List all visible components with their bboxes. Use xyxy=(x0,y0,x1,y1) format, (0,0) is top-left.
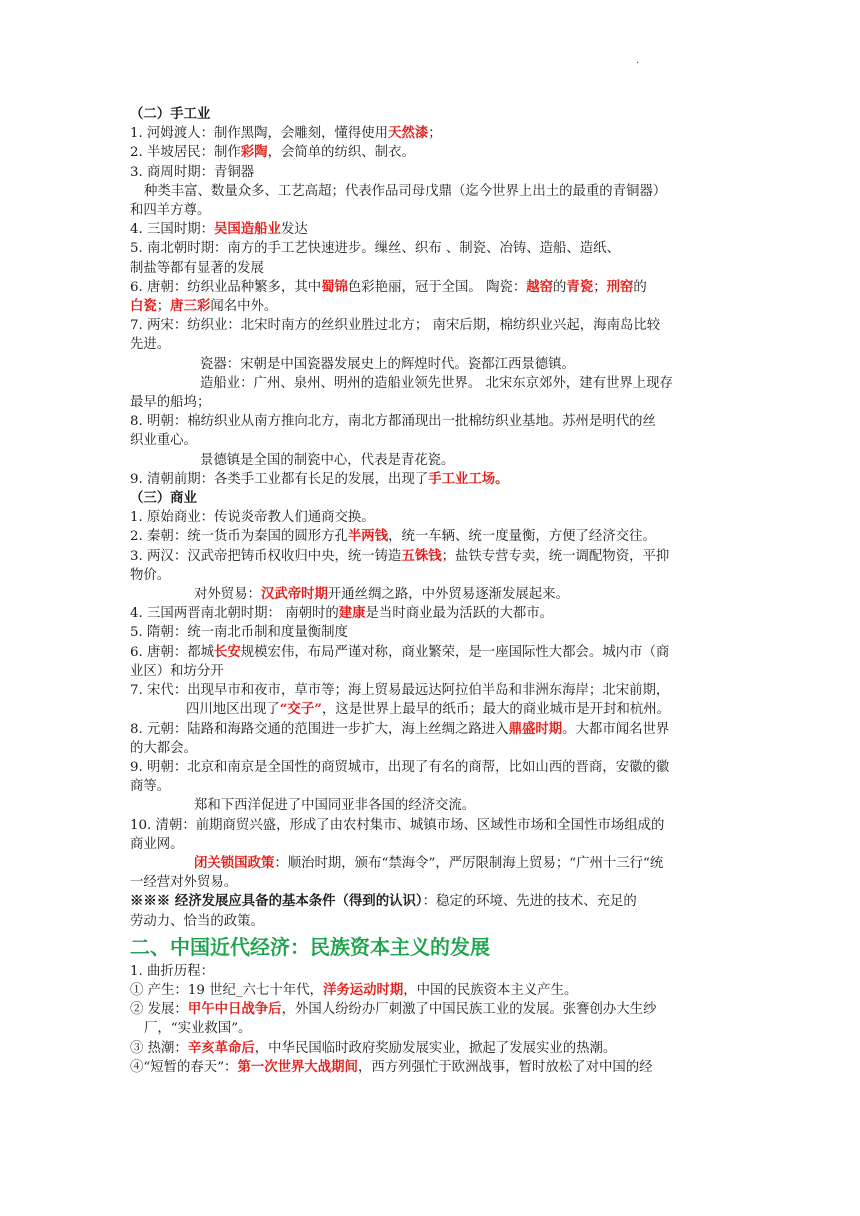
text-line: 商等。 xyxy=(130,779,171,795)
text-run: 8. 元朝：陆路和海路交通的范围进一步扩大，海上丝绸之路进入 xyxy=(130,721,509,737)
text-line xyxy=(130,1039,730,1058)
text-line: 7. 两宋：纺织业：北宋时南方的丝织业胜过北方； 南宋后期，棉纺织业兴起，海南岛比较 xyxy=(130,318,661,334)
text-line xyxy=(130,278,730,297)
text-line xyxy=(130,124,730,143)
text-run: 3. 两汉：汉武帝把铸币权收归中央，统一铸造 xyxy=(130,548,402,564)
highlight-term: 辛亥革命后 xyxy=(187,1039,255,1056)
text-line: 5. 南北朝时期：南方的手工艺快速进步。缫丝、织布 、制瓷、冶铸、造船、造纸、 xyxy=(130,241,620,257)
text-run: ，外国人纷纷办厂刺激了中国民族工业的发展。张謇创办大生纱 xyxy=(281,1002,657,1018)
text-run: ③ 热潮： xyxy=(130,1040,188,1056)
text-line: 造船业：广州、泉州、明州的造船业领先世界。 北宋东京郊外，建有世界上现存 xyxy=(200,375,673,391)
text-line xyxy=(130,720,730,739)
text-line: 劳动力、恰当的政策。 xyxy=(130,913,264,929)
text-line xyxy=(130,297,730,316)
text-run: 4. 三国时期： xyxy=(130,222,214,238)
bold-run: ※※※ 经济发展应具备的基本条件（得到的认识） xyxy=(130,893,423,910)
text-run: ④“短暂的春天”： xyxy=(130,1059,238,1075)
text-line xyxy=(130,470,730,489)
text-line: 3. 商周时期：青铜器 xyxy=(130,164,255,180)
highlight-term: 五铢钱 xyxy=(401,547,442,564)
text-line: 织业重心。 xyxy=(130,433,197,449)
text-run: 开通丝绸之路，中外贸易逐渐发展起来。 xyxy=(327,587,569,603)
highlight-term: 越窑 xyxy=(526,278,554,295)
subsection-heading: （三）商业 xyxy=(130,490,197,507)
text-run: 6. 唐朝：都城 xyxy=(130,644,214,660)
text-run: ； xyxy=(593,279,607,295)
highlight-term: 半两钱 xyxy=(347,528,389,545)
highlight-term: 彩陶 xyxy=(240,144,268,161)
highlight-term: 蜀锦 xyxy=(321,278,348,295)
text-line xyxy=(130,604,730,623)
text-line: 和四羊方尊。 xyxy=(130,203,211,219)
text-run: ，中国的民族资本主义产生。 xyxy=(403,982,578,998)
text-run: 对外贸易： xyxy=(194,587,261,603)
highlight-term: 闭关锁国政策 xyxy=(194,854,275,871)
text-line xyxy=(130,643,730,662)
text-line xyxy=(130,527,730,546)
text-line: 先进。 xyxy=(130,337,171,353)
text-line: 瓷器：宋朝是中国瓷器发展史上的辉煌时代。瓷都江西景德镇。 xyxy=(200,356,575,372)
text-run: ；盐铁专营专卖，统一调配物资，平抑 xyxy=(441,548,670,564)
text-line: 业区）和坊分开 xyxy=(130,663,224,679)
text-run: 。大都市闻名世界 xyxy=(562,721,670,737)
text-line: 5. 隋朝：统一南北币制和度量衡制度 xyxy=(130,625,348,641)
text-line: 最早的船坞； xyxy=(130,395,211,411)
text-line xyxy=(130,981,730,1000)
document-body xyxy=(130,105,730,1077)
highlight-term: 建康 xyxy=(338,605,366,622)
text-run: 2. 秦朝：统一货币为秦国的圆形方孔 xyxy=(130,529,348,545)
text-run: 规模宏伟，布局严谨对称，商业繁荣，是一座国际性大都会。城内市（商 xyxy=(240,644,670,660)
text-line xyxy=(130,1058,730,1077)
text-run: ② 发展： xyxy=(130,1002,188,1018)
text-run: 的 xyxy=(553,279,567,295)
text-line xyxy=(130,854,730,873)
subsection-heading: （二）手工业 xyxy=(130,106,211,122)
text-run: ：稳定的环境、先进的技术、充足的 xyxy=(422,894,637,910)
text-line xyxy=(130,220,730,239)
text-run: 6. 唐朝：纺织业品种繁多，其中 xyxy=(130,279,322,295)
text-run: ，这是世界上最早的纸币；最大的商业城市是开封和杭州。 xyxy=(321,702,671,718)
highlight-term: 长安 xyxy=(214,643,241,660)
text-run: 1. 河姆渡人：制作黑陶，会雕刻，懂得使用 xyxy=(130,126,389,142)
text-line: 7. 宋代：出现早市和夜市，草市等；海上贸易最远达阿拉伯半岛和非洲东海岸；北宋前期， xyxy=(130,683,670,699)
highlight-term: 手工业工场。 xyxy=(428,470,509,487)
text-run: 发达 xyxy=(280,222,308,238)
text-line xyxy=(130,1000,730,1019)
highlight-term: 吴国造船业 xyxy=(214,221,281,238)
text-run: 是当时商业最为活跃的大都市。 xyxy=(365,606,554,622)
text-run: 4. 三国两晋南北朝时期： 南朝时的 xyxy=(130,606,339,622)
text-line xyxy=(130,585,730,604)
highlight-term: 天然漆 xyxy=(388,125,429,142)
text-line: 一经营对外贸易。 xyxy=(130,875,238,891)
text-line: 8. 明朝：棉纺织业从南方推向北方，南北方都涌现出一批棉纺织业基地。苏州是明代的丝 xyxy=(130,414,656,430)
text-line: 1. 曲折历程： xyxy=(130,963,214,979)
highlight-term: 刑窑 xyxy=(606,278,634,295)
highlight-term: 汉武帝时期 xyxy=(260,586,328,603)
text-line xyxy=(130,892,730,911)
text-run: ：顺治时期，颁布“禁海令”，严厉限制海上贸易；“广州十三行“统 xyxy=(274,855,664,871)
text-run: ，会简单的纺织、制衣。 xyxy=(267,145,415,161)
highlight-term: 鼎盛时期 xyxy=(508,720,563,737)
text-line: 10. 清朝：前期商贸兴盛，形成了由农村集市、城镇市场、区域性市场和全国性市场组成的 xyxy=(130,817,665,833)
text-run: ； xyxy=(428,126,442,142)
highlight-term: 甲午中日战争后 xyxy=(187,1001,282,1018)
text-run: ，中华民国临时政府奖励发展实业，掀起了发展实业的热潮。 xyxy=(254,1040,617,1056)
text-line xyxy=(130,547,730,566)
text-line: 商业网。 xyxy=(130,836,184,852)
highlight-term: 洋务运动时期 xyxy=(322,981,404,998)
text-run: ，西方列强忙于欧洲战事，暂时放松了对中国的经 xyxy=(357,1059,653,1075)
text-line xyxy=(130,700,730,719)
section-heading: 二、中国近代经济：民族资本主义的发展 xyxy=(130,934,490,959)
highlight-term: 唐三彩 xyxy=(170,298,211,315)
highlight-term: “交子” xyxy=(279,701,322,718)
text-run: 2. 半坡居民：制作 xyxy=(130,145,241,161)
text-line: 厂，“实业救国”。 xyxy=(144,1021,252,1037)
text-line: 郑和下西洋促进了中国同亚非各国的经济交流。 xyxy=(194,798,476,814)
text-run: ，统一车辆、统一度量衡，方便了经济交往。 xyxy=(388,529,656,545)
highlight-term: 青瓷 xyxy=(566,278,594,295)
text-run: ① 产生：19 世纪_六七十年代， xyxy=(130,982,323,998)
text-run: 的 xyxy=(633,279,647,295)
text-line xyxy=(130,143,730,162)
highlight-term: 白瓷 xyxy=(130,298,157,315)
text-run: 色彩艳丽，冠于全国。 陶瓷： xyxy=(347,279,527,295)
text-line: 景德镇是全国的制瓷中心，代表是青花瓷。 xyxy=(200,452,455,468)
text-line: 制盐等都有显著的发展 xyxy=(130,260,264,276)
page-dot: · xyxy=(636,58,640,69)
text-run: 四川地区出现了 xyxy=(186,702,280,718)
text-line: 的大都会。 xyxy=(130,740,197,756)
text-line: 9. 明朝：北京和南京是全国性的商贸城市，出现了有名的商帮，比如山西的晋商，安徽的徽 xyxy=(130,759,670,775)
highlight-term: 第一次世界大战期间 xyxy=(237,1058,358,1075)
text-line: 种类丰富、数量众多、工艺高超；代表作品司母戊鼎（迄今世界上出土的最重的青铜器） xyxy=(144,183,667,199)
text-run: 9. 清朝前期：各类手工业都有长足的发展，出现了 xyxy=(130,471,429,487)
text-run: ； xyxy=(156,299,171,315)
text-line: 物价。 xyxy=(130,567,171,583)
text-run: 闻名中外。 xyxy=(210,299,278,315)
text-line: 1. 原始商业：传说炎帝教人们通商交换。 xyxy=(130,510,375,526)
